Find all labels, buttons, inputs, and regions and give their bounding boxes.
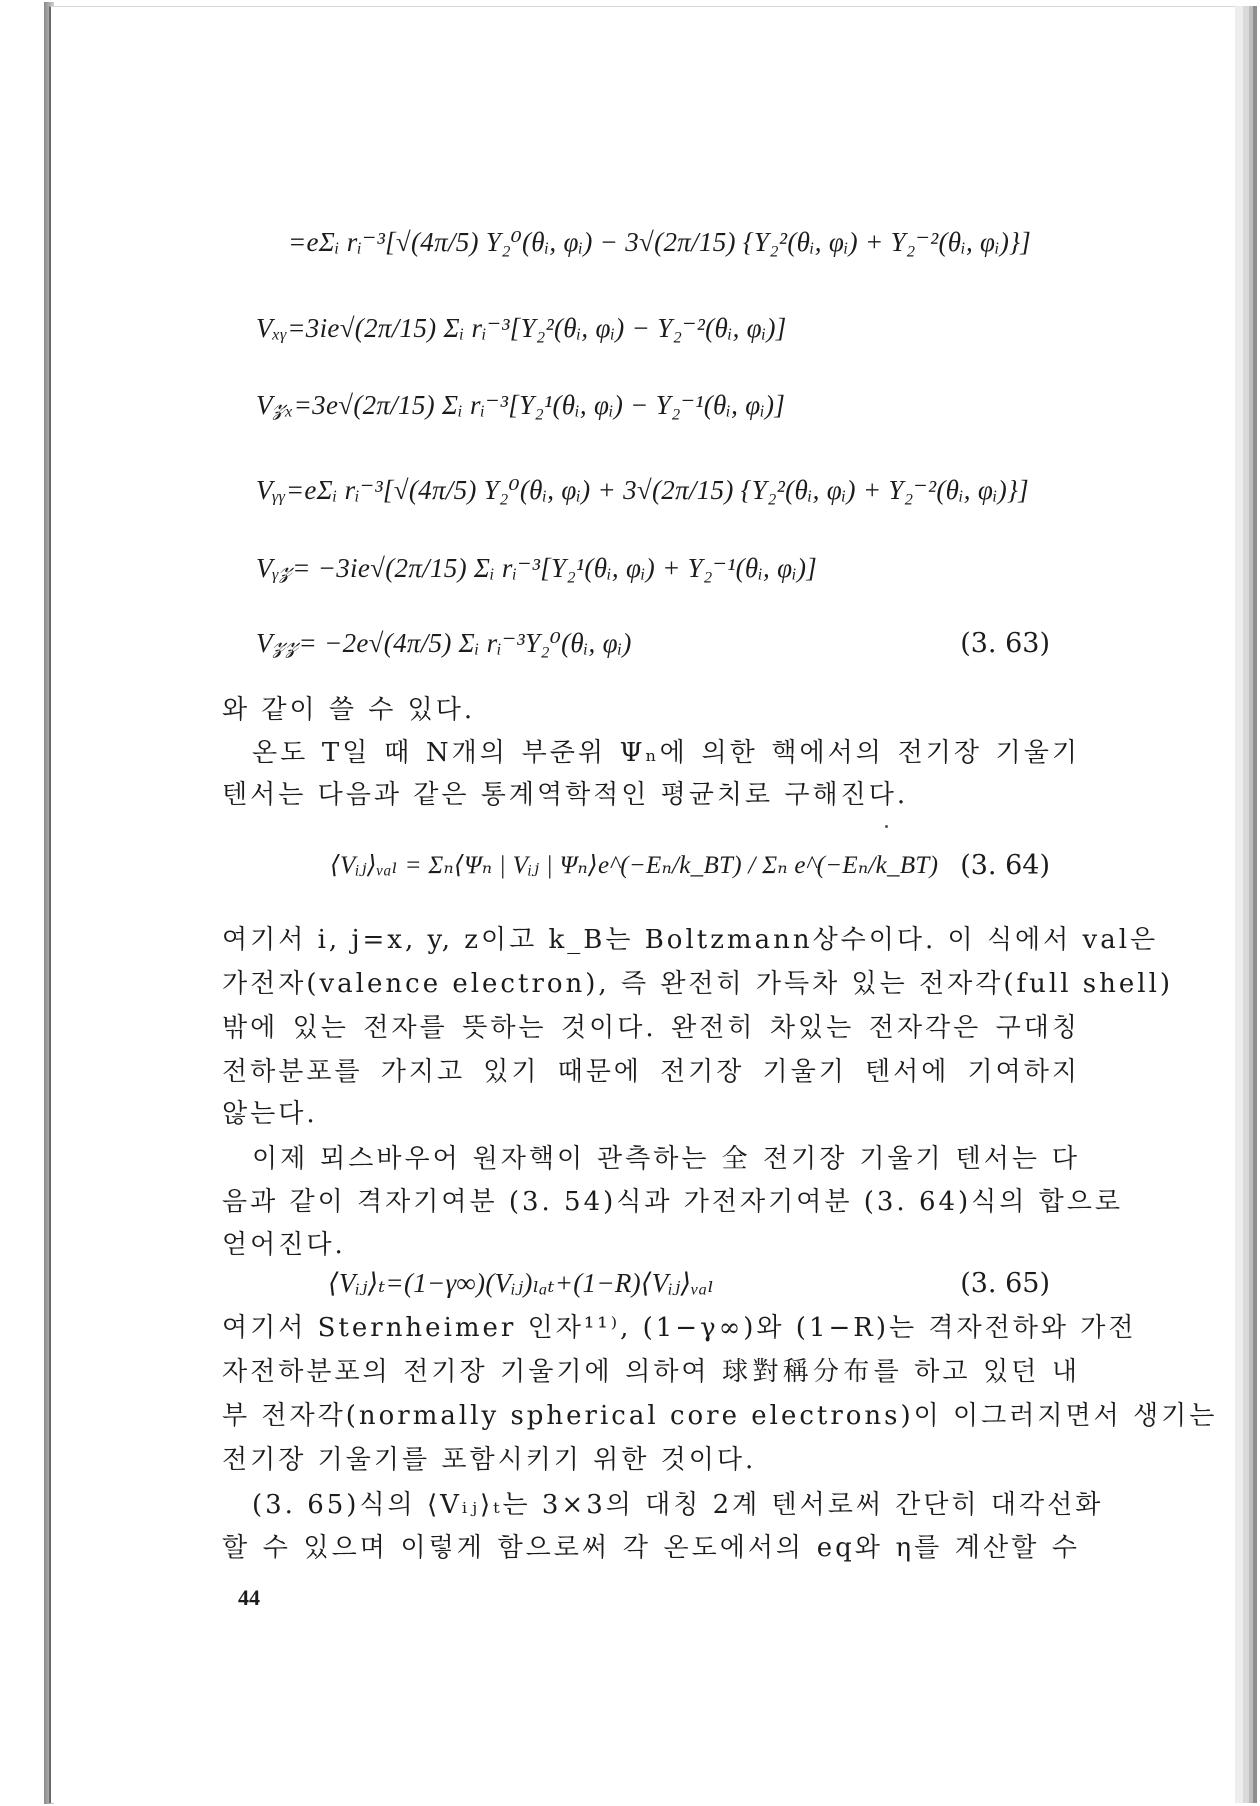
paragraph-line: 밖에 있는 전자를 뜻하는 것이다. 완전히 차있는 전자각은 구대칭 <box>222 1013 1080 1043</box>
paragraph-line: 자전하분포의 전기장 기울기에 의하여 球對稱分布를 하고 있던 내 <box>222 1357 1080 1387</box>
equation-number-3-63: (3. 63) <box>960 628 1050 659</box>
paragraph-line: 부 전자각(normally spherical core electrons)이 이그러지면서 생기는 <box>222 1401 1218 1431</box>
equation-vyz: Vᵧ𝓏= −3ie√(2π/15) Σᵢ rᵢ⁻³[Y₂¹(θᵢ, φᵢ) + Y₂⁻¹(θᵢ, φᵢ)] <box>256 553 818 583</box>
paragraph-line: 와 같이 쓸 수 있다. <box>222 695 476 725</box>
paragraph-line: 이제 뫼스바우어 원자핵이 관측하는 全 전기장 기울기 텐서는 다 <box>252 1144 1080 1174</box>
equation-number-3-64: (3. 64) <box>960 850 1050 881</box>
page-number: 44 <box>238 1585 260 1610</box>
paragraph-line: 온도 T일 때 N개의 부준위 Ψₙ에 의한 핵에서의 전기장 기울기 <box>252 738 1080 768</box>
equation-vtotal-row <box>328 1268 1050 1308</box>
paragraph-line: 가전자(valence electron), 즉 완전히 가득차 있는 전자각(full shell) <box>222 969 1174 999</box>
paragraph-line: 할 수 있으며 이렇게 함으로써 각 온도에서의 eq와 η를 계산할 수 <box>222 1533 1080 1563</box>
paragraph-line: 전기장 기울기를 포함시키기 위한 것이다. <box>222 1445 757 1475</box>
paragraph-line: 음과 같이 격자기여분 (3. 54)식과 가전자기여분 (3. 64)식의 합으로 <box>222 1187 1124 1217</box>
equation-vzz: V𝓏𝓏= −2e√(4π/5) Σᵢ rᵢ⁻³Y₂⁰(θᵢ, φᵢ) <box>256 628 632 658</box>
paragraph-line: 텐서는 다음과 같은 통계역학적인 평균치로 구해진다. <box>222 780 909 810</box>
paragraph-line: (3. 65)식의 ⟨Vᵢⱼ⟩ₜ는 3×3의 대칭 2계 텐서로써 간단히 대각선화 <box>252 1490 1104 1520</box>
equation-number-3-65: (3. 65) <box>960 1268 1050 1299</box>
paragraph-line: 여기서 Sternheimer 인자¹¹⁾, (1−γ∞)와 (1−R)는 격자전하와 가전 <box>222 1313 1137 1343</box>
paragraph-line: 여기서 i, j=x, y, z이고 k_B는 Boltzmann상수이다. 이 식에서 val은 <box>222 925 1159 955</box>
equation-vval: ⟨Vᵢⱼ⟩ᵥₐₗ = Σₙ⟨Ψₙ | Vᵢⱼ | Ψₙ⟩e^(−Eₙ/k_BT) / Σₙ e^(−Eₙ/k_BT) <box>330 852 939 879</box>
equation-vxy: Vₓᵧ=3ie√(2π/15) Σᵢ rᵢ⁻³[Y₂²(θᵢ, φᵢ) − Y₂⁻²(θᵢ, φᵢ)] <box>256 313 787 343</box>
speck <box>885 825 888 828</box>
equation-vval-row <box>318 850 1050 890</box>
equation-vtotal: ⟨Vᵢⱼ⟩ₜ=(1−γ∞)(Vᵢⱼ)ₗₐₜ+(1−R)⟨Vᵢⱼ⟩ᵥₐₗ <box>328 1268 715 1298</box>
paragraph-line: 않는다. <box>222 1099 318 1129</box>
equation-vyy: Vᵧᵧ=eΣᵢ rᵢ⁻³[√(4π/5) Y₂⁰(θᵢ, φᵢ) + 3√(2π/15) {Y₂²(θᵢ, φᵢ) + Y₂⁻²(θᵢ, φᵢ)}] <box>256 475 1029 505</box>
equation-vzx: V𝓏ₓ=3e√(2π/15) Σᵢ rᵢ⁻³[Y₂¹(θᵢ, φᵢ) − Y₂⁻¹(θᵢ, φᵢ)] <box>256 390 786 420</box>
equation-vzz-row <box>256 628 1050 668</box>
paragraph-line: 얻어진다. <box>222 1230 346 1260</box>
equation-vxx-continuation: =eΣᵢ rᵢ⁻³[√(4π/5) Y₂⁰(θᵢ, φᵢ) − 3√(2π/15) {Y₂²(θᵢ, φᵢ) + Y₂⁻²(θᵢ, φᵢ)}] <box>288 227 1032 257</box>
paragraph-line: 전하분포를 가지고 있기 때문에 전기장 기울기 텐서에 기여하지 <box>222 1057 1080 1087</box>
